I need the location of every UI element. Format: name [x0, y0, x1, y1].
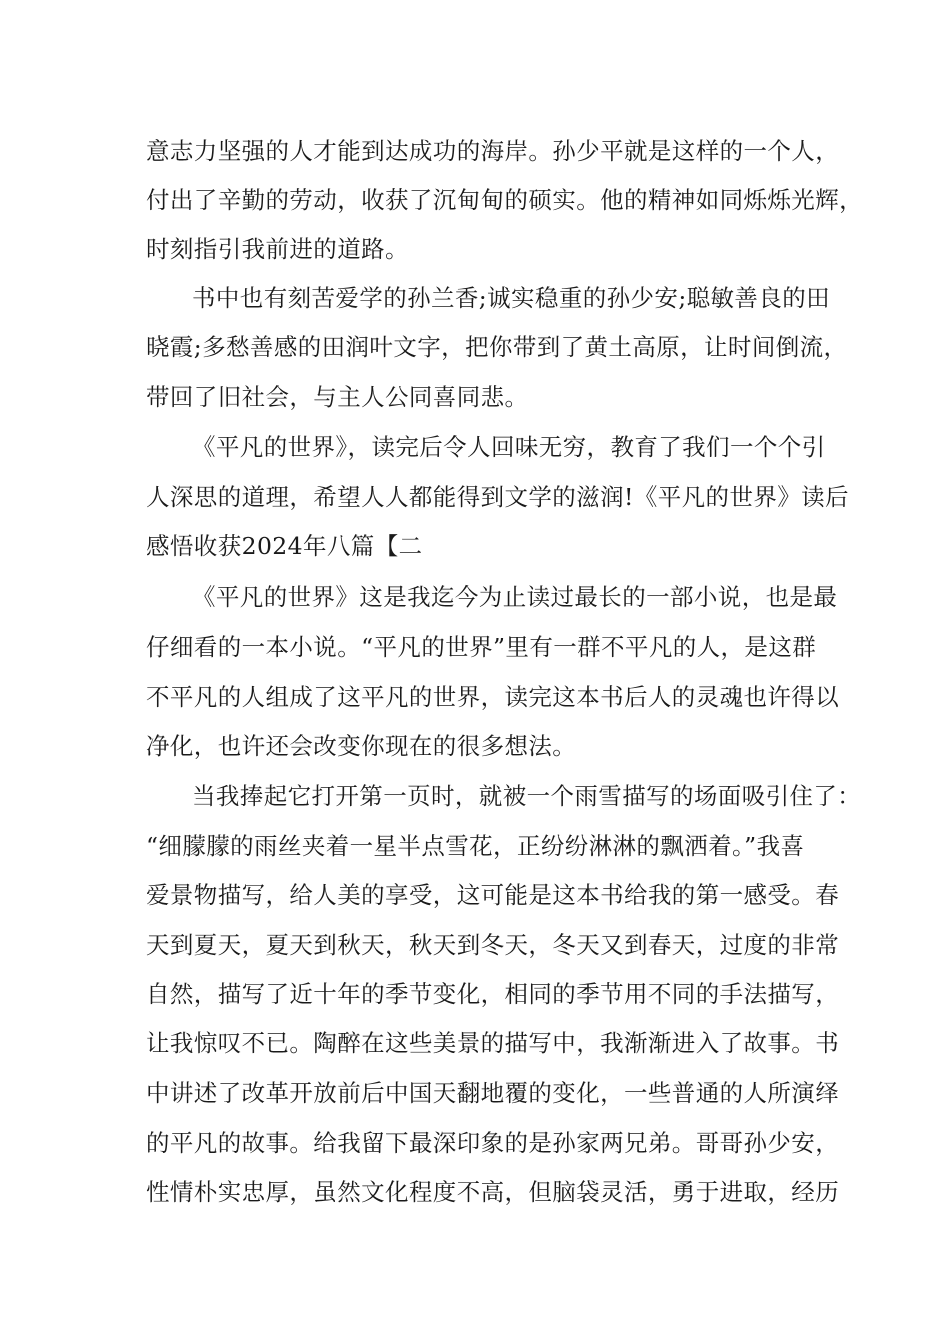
text-line-4: 书中也有刻苦爱学的孙兰香;诚实稳重的孙少安;聪敏善良的田 — [192, 284, 831, 312]
text-line-18: 自然，描写了近十年的季节变化，相同的季节用不同的手法描写， — [146, 980, 840, 1008]
text-line-15: “细朦朦的雨丝夹着一星半点雪花，正纷纷淋淋的飘洒着。”我喜 — [146, 832, 805, 860]
text-line-10: 《平凡的世界》这是我迄今为止读过最长的一部小说，也是最 — [192, 583, 838, 611]
text-line-19: 让我惊叹不已。陶醉在这些美景的描写中，我渐渐进入了故事。书 — [146, 1029, 840, 1057]
text-line-20: 中讲述了改革开放前后中国天翻地覆的变化，一些普通的人所演绎 — [146, 1079, 840, 1107]
text-line-3: 时刻指引我前进的道路。 — [146, 235, 409, 263]
text-line-6: 带回了旧社会，与主人公同喜同悲。 — [146, 383, 529, 411]
text-line-21: 的平凡的故事。给我留下最深印象的是孙家两兄弟。哥哥孙少安， — [146, 1129, 840, 1157]
text-line-14: 当我捧起它打开第一页时，就被一个雨雪描写的场面吸引住了： — [192, 782, 862, 810]
text-line-1: 意志力坚强的人才能到达成功的海岸。孙少平就是这样的一个人， — [146, 137, 840, 165]
text-line-12: 不平凡的人组成了这平凡的世界，读完这本书后人的灵魂也许得以 — [146, 683, 840, 711]
text-line-8: 人深思的道理，希望人人都能得到文学的滋润!《平凡的世界》读后 — [146, 483, 849, 511]
text-line-17: 天到夏天，夏天到秋天，秋天到冬天，冬天又到春天，过度的非常 — [146, 931, 840, 959]
text-line-2: 付出了辛勤的劳动，收获了沉甸甸的硕实。他的精神如同烁烁光辉， — [146, 186, 863, 214]
text-line-16: 爱景物描写，给人美的享受，这可能是这本书给我的第一感受。春 — [146, 881, 840, 909]
text-line-22: 性情朴实忠厚，虽然文化程度不高，但脑袋灵活，勇于进取，经历 — [146, 1178, 840, 1206]
text-line-11: 仔细看的一本小说。“平凡的世界”里有一群不平凡的人，是这群 — [146, 633, 817, 661]
text-line-9: 感悟收获2024年八篇【二 — [146, 532, 423, 560]
text-line-13: 净化，也许还会改变你现在的很多想法。 — [146, 732, 577, 760]
text-line-7: 《平凡的世界》，读完后令人回味无穷，教育了我们一个个引 — [192, 433, 826, 461]
text-line-5: 晓霞;多愁善感的田润叶文字，把你带到了黄土高原，让时间倒流， — [146, 333, 848, 361]
